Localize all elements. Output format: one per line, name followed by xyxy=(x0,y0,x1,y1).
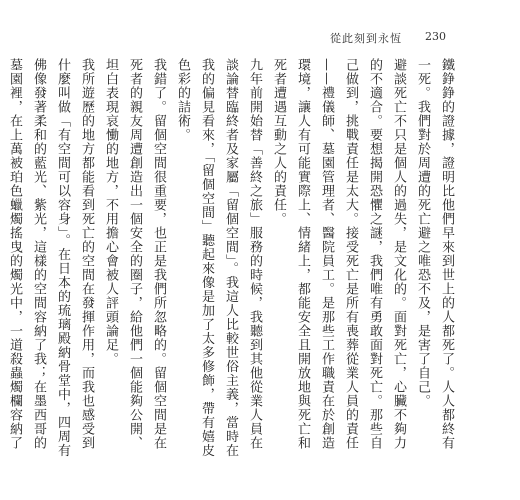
running-head: 從此刻到永恆 xyxy=(330,32,402,45)
paragraph: 我所遊歷的地方都能看到死亡的空間在發揮作用，而我也感受到什麼叫做「有空間可以容身」。在日本的琉璃殿納骨堂中，四周有佛像發著柔和的藍光、紫光，這樣的空間容納了我；在墨西哥的墓園裡，在上萬被珀色蠟燭搖曳的燭光中，一道殺蟲燭欄容納了 xyxy=(7,58,94,458)
body-text xyxy=(7,58,458,458)
page-number: 230 xyxy=(425,30,446,43)
paragraph: 我錯了。留個空間很重要，也正是我們所忽略的。留個空間是在死者的親友周遭創造出一個安全的圈子，給他們一個能夠公開、坦白表現哀慟的地方，不用擔心會被人評頭論足。 xyxy=(103,58,166,450)
paragraph: 鐵錚錚的證據，證明比他們早來到世上的人都死了。人人都終有一死。我們對於周遭的死亡避之唯恐不及，是害了自己。 xyxy=(415,58,454,450)
paragraph: 避談死亡不只是個人的過失，是文化的。面對死亡，心臟不夠力的不適合。要想揭開恐懼之謎，我們唯有勇敢面對死亡。那些自己做到，挑戰責任是太大。接受死亡是所有喪葬從業人員的責任——禮儀師、墓園管理者、醫院員工。是那些工作職責在於創造環境，讓人有可能實際上、情緒上，都能安全且開放地與死亡和死者遭遇互動之人的責任。 xyxy=(271,58,406,450)
paragraph: 九年前開始替「善終之旅」服務的時候，我聽到其他從業人員在談論替臨終者及家屬「留個空間」。我這人比較世俗主義，當時在我的偏見看來，「留個空間」聽起來像是加了太多修飾，帶有嬉皮色彩的詰術。 xyxy=(175,58,262,458)
